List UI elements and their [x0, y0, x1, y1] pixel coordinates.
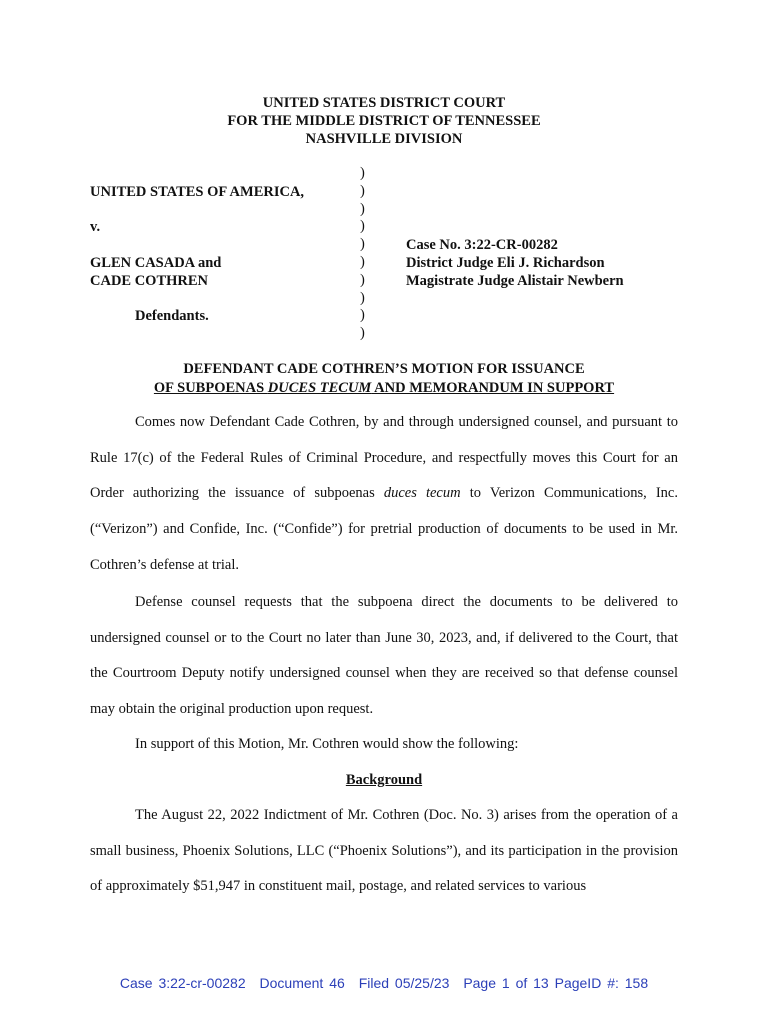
- caption-paren: ): [360, 325, 365, 342]
- motion-title-line-1: DEFENDANT CADE COTHREN’S MOTION FOR ISSUANCE: [183, 361, 585, 377]
- case-number: Case No. 3:22-CR-00282: [406, 237, 558, 253]
- footer-case: Case 3:22-cr-00282: [119, 975, 246, 991]
- paragraph-4: [90, 798, 678, 905]
- defendant-name-1: GLEN CASADA and: [90, 255, 222, 271]
- motion-title-line-2: [0, 379, 768, 398]
- versus-label: v.: [90, 219, 101, 235]
- caption-paren: ): [360, 289, 365, 306]
- footer-page: Page 1 of 13 PageID #: 158: [463, 975, 649, 991]
- caption-paren: ): [360, 182, 365, 199]
- caption-paren: ): [360, 271, 365, 288]
- caption-paren: ): [360, 200, 365, 217]
- court-name: UNITED STATES DISTRICT COURT: [262, 95, 506, 111]
- paragraph-text: In support of this Motion, Mr. Cothren would show the following:: [135, 736, 519, 752]
- district-judge: District Judge Eli J. Richardson: [406, 255, 605, 271]
- paragraph-text: to Verizon Communications, Inc. (“Verizon”) and Confide, Inc. (“Confide”) for pretrial production of documents to be used in Mr. Cothren’s defense at trial.: [90, 485, 678, 573]
- paragraph-2: [90, 585, 678, 728]
- caption-paren: ): [360, 307, 365, 324]
- paragraph-3: [90, 727, 678, 763]
- court-district: FOR THE MIDDLE DISTRICT OF TENNESSEE: [227, 113, 541, 129]
- court-header: [0, 94, 768, 148]
- paragraph-1: [90, 405, 678, 584]
- motion-title-italic: DUCES TECUM: [267, 380, 372, 396]
- motion-title-part: AND MEMORANDUM IN SUPPORT: [371, 380, 615, 396]
- caption-parentheses: [360, 165, 370, 343]
- footer-filed: Filed 05/25/23: [358, 975, 450, 991]
- paragraph-text: Comes now Defendant Cade Cothren, by and through undersigned counsel, and pursuant to Rule 17(c) of the Federal Rules of Criminal Procedure, and respectfully moves this Court for an Order authorizing the issuance of subpoenas: [90, 414, 678, 502]
- motion-title-part: OF SUBPOENAS: [153, 380, 268, 396]
- defendant-name-2: CADE COTHREN: [90, 273, 209, 289]
- caption-paren: ): [360, 218, 365, 235]
- paragraph-text: The August 22, 2022 Indictment of Mr. Cothren (Doc. No. 3) arises from the operation of a small business, Phoenix Solutions, LLC (“Phoenix Solutions”), and its participation in the provision of approximately $51,947 in constituent mail, postage, and related services to various: [90, 807, 678, 895]
- section-heading-background: Background: [345, 772, 423, 788]
- magistrate-judge: Magistrate Judge Alistair Newbern: [406, 273, 624, 289]
- plaintiff-name: UNITED STATES OF AMERICA,: [90, 184, 305, 200]
- motion-title: [0, 360, 768, 398]
- page-footer: [0, 974, 768, 992]
- case-caption: [0, 165, 768, 345]
- caption-paren: ): [360, 253, 365, 270]
- court-division: NASHVILLE DIVISION: [305, 131, 463, 147]
- paragraph-text: Defense counsel requests that the subpoena direct the documents to be delivered to undersigned counsel or to the Court no later than June 30, 2023, and, if delivered to the Court, that the Courtroom Deputy notify undersigned counsel when they are received so that defense counsel may obtain the original production upon request.: [90, 594, 678, 718]
- paragraph-italic: duces tecum: [383, 485, 461, 502]
- caption-paren: ): [360, 236, 365, 253]
- footer-document: Document 46: [259, 975, 345, 991]
- caption-paren: ): [360, 165, 365, 181]
- defendants-label: Defendants.: [135, 308, 209, 324]
